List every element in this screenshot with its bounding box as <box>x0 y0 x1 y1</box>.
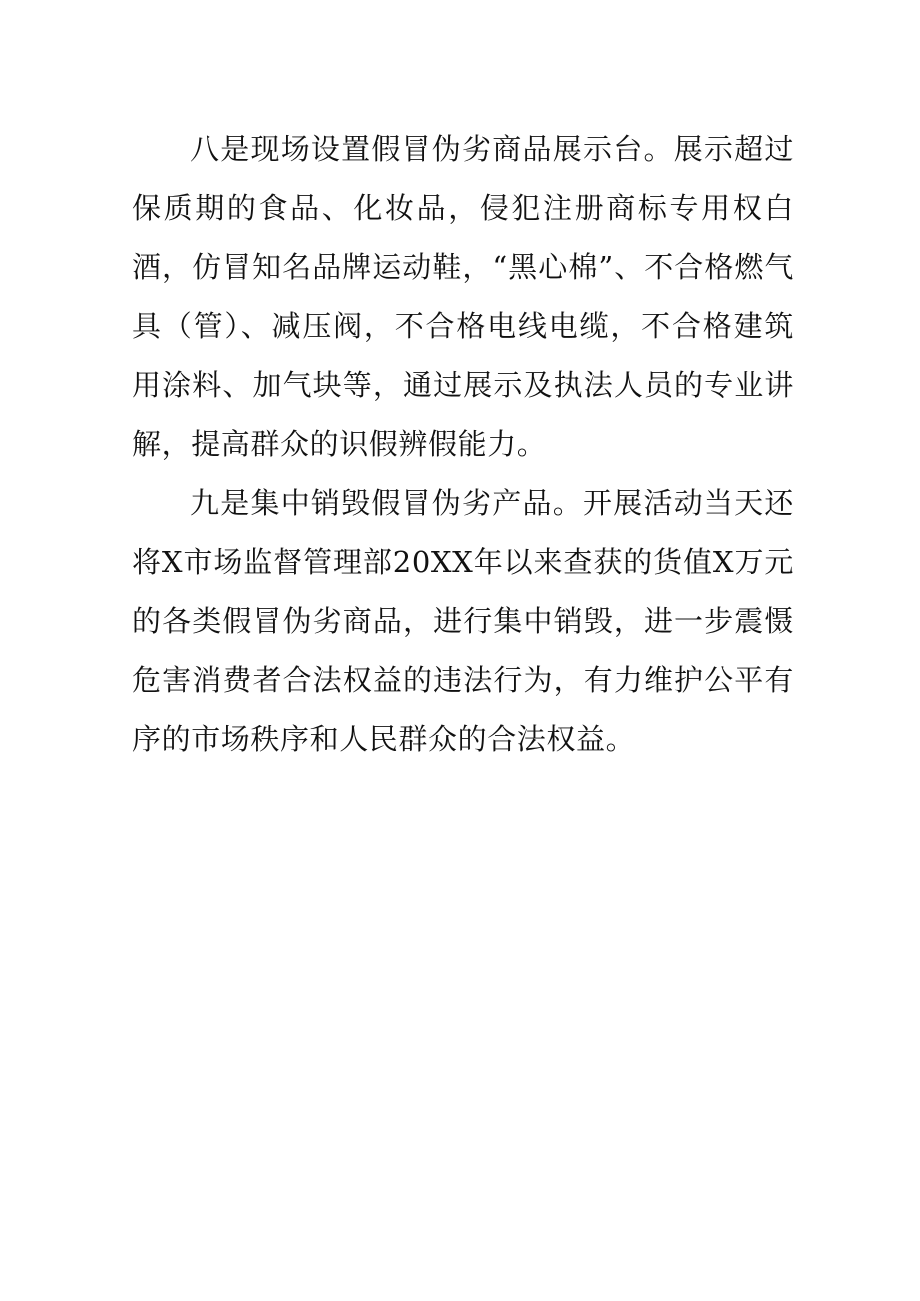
paragraph-9: 九是集中销毁假冒伪劣产品。开展活动当天还将X市场监督管理部20XX年以来查获的货值X万元的各类假冒伪劣商品，进行集中销毁，进一步震慑危害消费者合法权益的违法行为，有力维护公平有序的市场秩序和人民群众的合法权益。 <box>132 486 794 756</box>
document-body <box>132 120 794 769</box>
paragraph-8: 八是现场设置假冒伪劣商品展示台。展示超过保质期的食品、化妆品，侵犯注册商标专用权白酒，仿冒知名品牌运动鞋，“黑心棉”、不合格燃气具（管）、减压阀，不合格电线电缆，不合格建筑用涂料、加气块等，通过展示及执法人员的专业讲解，提高群众的识假辨假能力。 <box>132 132 794 461</box>
